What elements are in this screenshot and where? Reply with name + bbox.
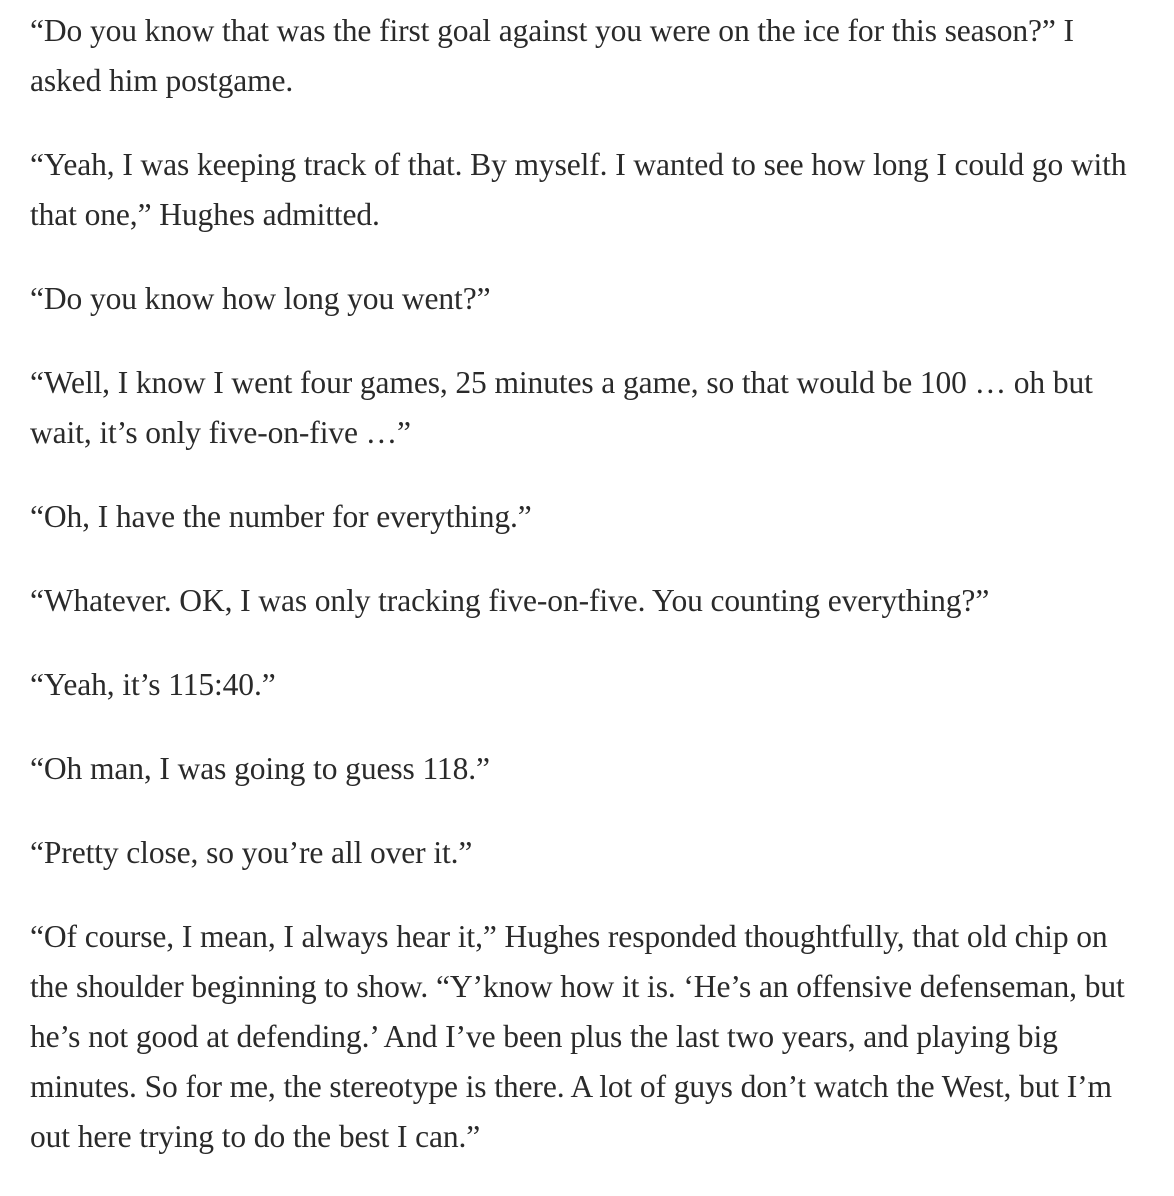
paragraph-first-goal-question: “Do you know that was the first goal against you were on the ice for this season?” I asked him postgame. (30, 13, 1074, 98)
paragraph-guess: “Oh man, I was going to guess 118.” (30, 751, 490, 786)
paragraph-counting-everything: “Whatever. OK, I was only tracking five-on-five. You counting everything?” (30, 583, 990, 618)
paragraph-hughes-response: “Of course, I mean, I always hear it,” Hughes responded thoughtfully, that old chip on the shoulder beginning to show. “Y’know how it is. ‘He’s an offensive defenseman, but he’s not good at defending.’ And I’ve been plus the last two years, and playing big minutes. So for me, the stereotype is there. A lot of guys don’t watch the West, but I’m out here trying to do the best I can.” (30, 919, 1125, 1154)
paragraph-how-long-question: “Do you know how long you went?” (30, 281, 491, 316)
article-body (30, 6, 1142, 1196)
paragraph-four-games: “Well, I know I went four games, 25 minutes a game, so that would be 100 … oh but wait, it’s only five-on-five …” (30, 365, 1093, 450)
paragraph-keeping-track: “Yeah, I was keeping track of that. By myself. I wanted to see how long I could go with that one,” Hughes admitted. (30, 147, 1127, 232)
paragraph-pretty-close: “Pretty close, so you’re all over it.” (30, 835, 473, 870)
paragraph-number-for-everything: “Oh, I have the number for everything.” (30, 499, 532, 534)
paragraph-time-on-ice: “Yeah, it’s 115:40.” (30, 667, 276, 702)
